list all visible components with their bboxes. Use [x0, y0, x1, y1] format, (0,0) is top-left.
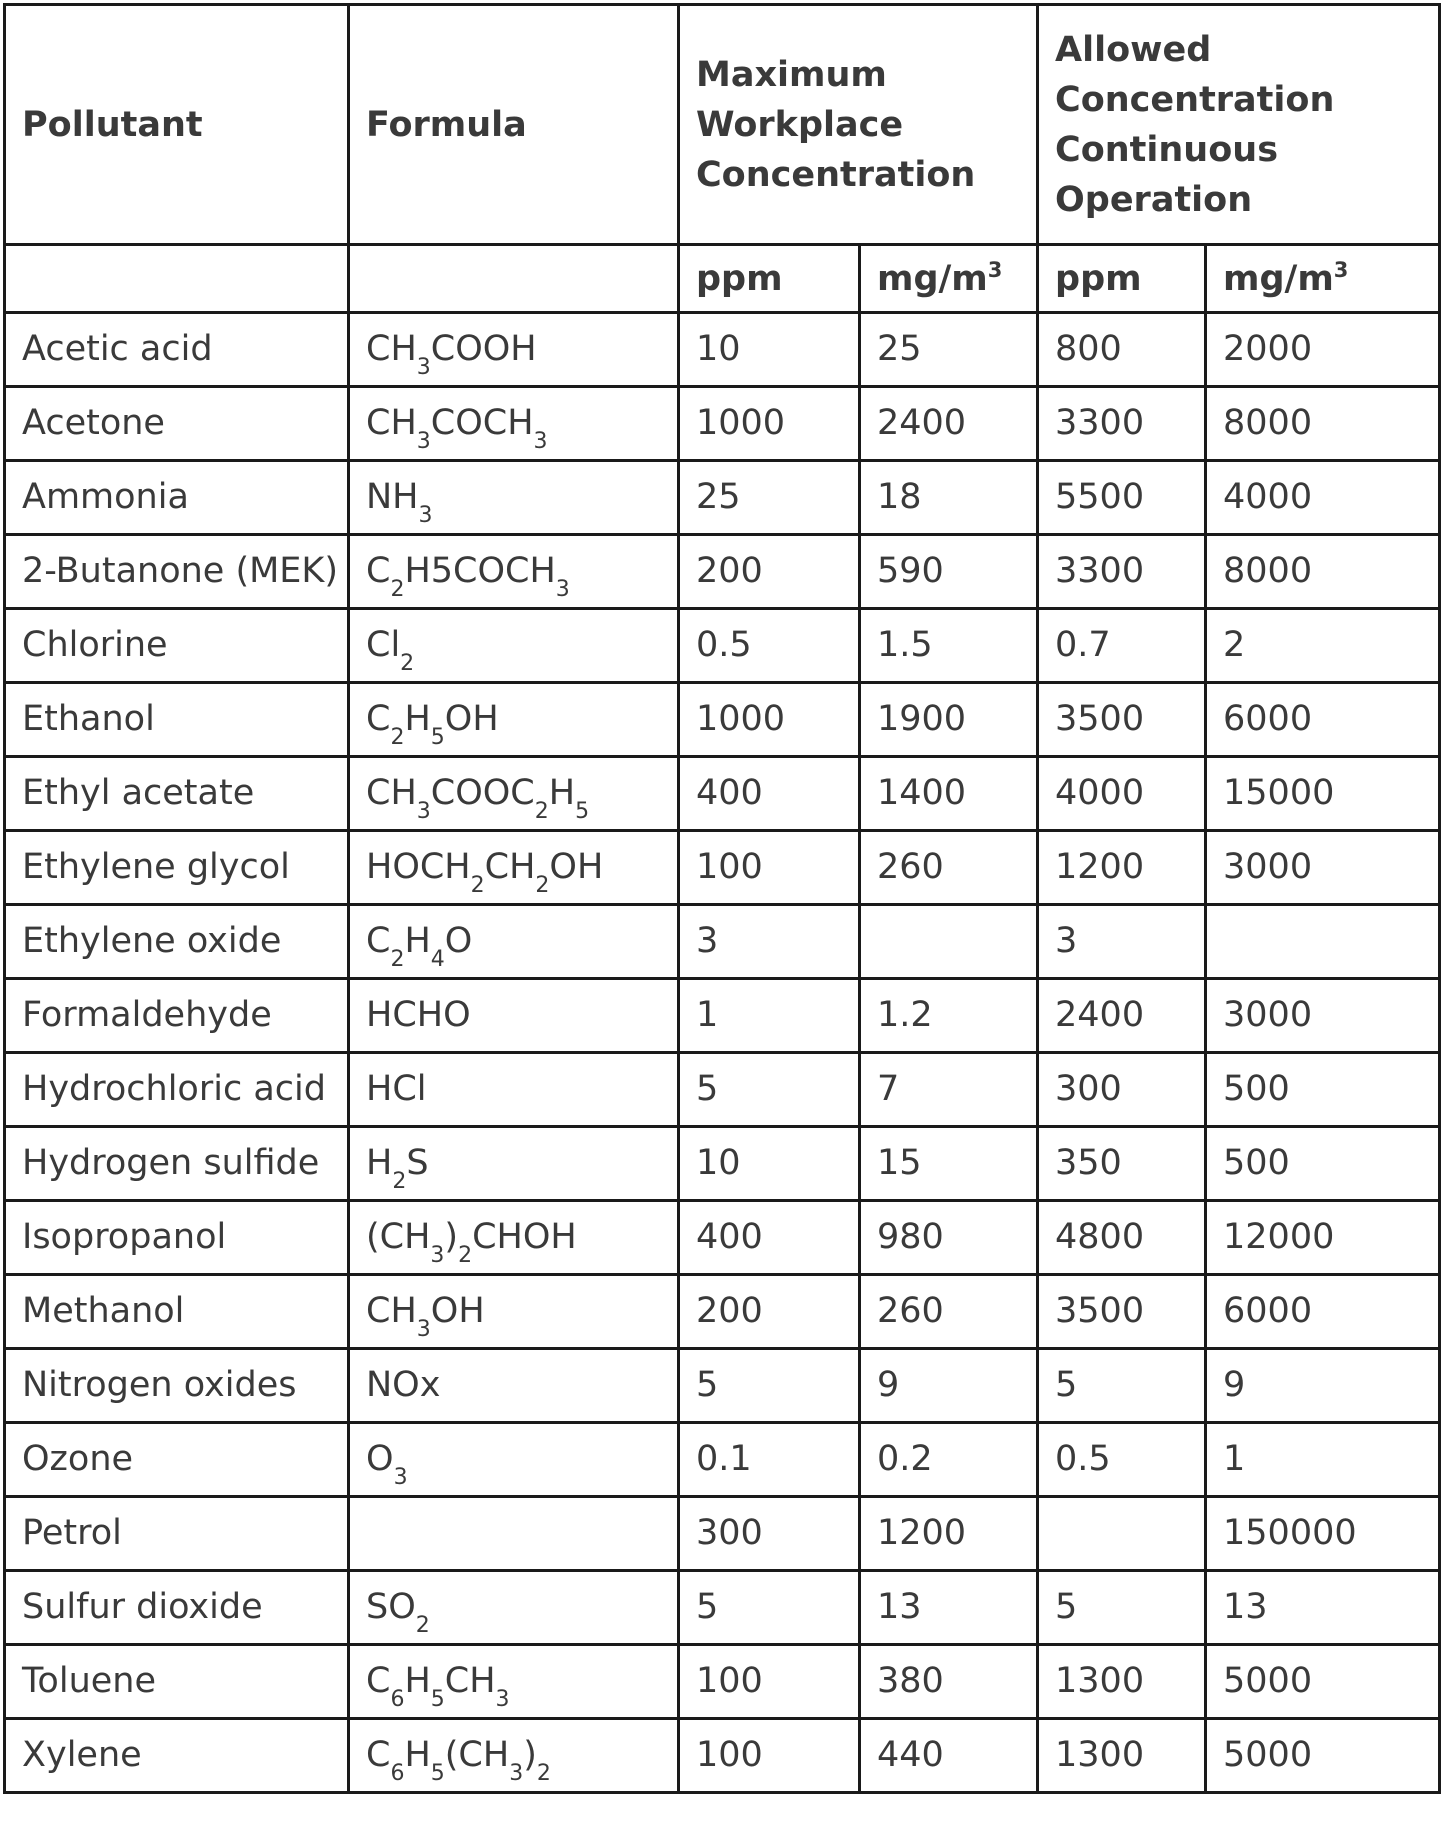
header-pollutant: Pollutant — [5, 5, 349, 245]
table-row — [5, 757, 1440, 831]
cell-acc-mg: 4000 — [1206, 461, 1440, 535]
cell-acc-mg — [1206, 905, 1440, 979]
formula-text: H — [404, 1661, 431, 1701]
cell-pollutant: Isopropanol — [5, 1201, 349, 1275]
pollutant-table — [3, 3, 1441, 1794]
formula-subscript: 3 — [418, 503, 433, 528]
formula-text: CH — [366, 773, 417, 813]
formula-subscript: 2 — [400, 651, 415, 676]
formula-text: C — [366, 551, 391, 591]
formula-subscript: 3 — [416, 429, 431, 454]
cell-mwc-mg: 380 — [860, 1645, 1038, 1719]
cell-mwc-mg: 9 — [860, 1349, 1038, 1423]
formula-subscript: 3 — [416, 355, 431, 380]
formula-text: C — [366, 921, 391, 961]
unit-exponent: 3 — [1333, 257, 1349, 282]
formula-text: OH — [444, 699, 499, 739]
cell-mwc-mg: 25 — [860, 313, 1038, 387]
formula-text: HOCH — [366, 847, 471, 887]
cell-mwc-ppm: 200 — [679, 535, 860, 609]
formula-text: CH — [366, 1291, 417, 1331]
cell-acc-mg: 500 — [1206, 1053, 1440, 1127]
cell-acc-ppm: 4000 — [1038, 757, 1206, 831]
formula-text: C — [366, 699, 391, 739]
cell-mwc-ppm: 0.1 — [679, 1423, 860, 1497]
formula-subscript: 4 — [430, 947, 445, 972]
cell-pollutant: Ethanol — [5, 683, 349, 757]
table-row — [5, 1571, 1440, 1645]
cell-pollutant: 2-Butanone (MEK) — [5, 535, 349, 609]
unit-mg-per-m3 — [1206, 245, 1440, 313]
cell-acc-ppm: 3500 — [1038, 1275, 1206, 1349]
formula-text: H — [404, 699, 431, 739]
formula-text: H — [548, 773, 576, 813]
cell-acc-ppm: 3300 — [1038, 387, 1206, 461]
cell-formula — [349, 1423, 679, 1497]
cell-acc-mg: 500 — [1206, 1127, 1440, 1201]
formula-text: HCHO — [366, 995, 471, 1035]
cell-acc-mg: 3000 — [1206, 831, 1440, 905]
cell-acc-ppm: 3500 — [1038, 683, 1206, 757]
table-row — [5, 1275, 1440, 1349]
cell-mwc-ppm: 10 — [679, 313, 860, 387]
cell-acc-ppm: 3300 — [1038, 535, 1206, 609]
cell-formula — [349, 461, 679, 535]
unit-ppm: ppm — [1038, 245, 1206, 313]
cell-pollutant: Nitrogen oxides — [5, 1349, 349, 1423]
cell-mwc-mg: 980 — [860, 1201, 1038, 1275]
cell-mwc-ppm: 5 — [679, 1349, 860, 1423]
cell-acc-mg: 5000 — [1206, 1719, 1440, 1793]
cell-mwc-mg: 2400 — [860, 387, 1038, 461]
cell-acc-mg: 2 — [1206, 609, 1440, 683]
cell-mwc-mg: 1.5 — [860, 609, 1038, 683]
table-row — [5, 461, 1440, 535]
formula-text: CH — [366, 403, 417, 443]
cell-pollutant: Ethylene oxide — [5, 905, 349, 979]
cell-mwc-mg: 0.2 — [860, 1423, 1038, 1497]
formula-subscript: 3 — [495, 1687, 510, 1712]
formula-text: NH — [366, 477, 419, 517]
unit-row — [5, 245, 1440, 313]
cell-mwc-ppm: 100 — [679, 1719, 860, 1793]
cell-acc-mg: 3000 — [1206, 979, 1440, 1053]
cell-mwc-ppm: 400 — [679, 1201, 860, 1275]
formula-text: ) — [523, 1735, 537, 1775]
cell-mwc-mg: 260 — [860, 1275, 1038, 1349]
cell-formula — [349, 609, 679, 683]
formula-subscript: 3 — [509, 1761, 524, 1786]
formula-subscript: 3 — [555, 577, 570, 602]
unit-mg-label: mg/m — [877, 258, 988, 299]
cell-acc-mg: 13 — [1206, 1571, 1440, 1645]
cell-formula — [349, 313, 679, 387]
cell-formula — [349, 831, 679, 905]
formula-subscript: 2 — [535, 873, 550, 898]
cell-acc-ppm: 5500 — [1038, 461, 1206, 535]
cell-formula — [349, 1127, 679, 1201]
cell-mwc-ppm: 1 — [679, 979, 860, 1053]
cell-acc-mg: 5000 — [1206, 1645, 1440, 1719]
cell-formula — [349, 1497, 679, 1571]
formula-text: CH — [484, 847, 536, 887]
cell-acc-ppm: 800 — [1038, 313, 1206, 387]
cell-mwc-ppm: 25 — [679, 461, 860, 535]
table-row — [5, 1053, 1440, 1127]
cell-mwc-ppm: 300 — [679, 1497, 860, 1571]
formula-subscript: 2 — [458, 1243, 473, 1268]
cell-mwc-ppm: 0.5 — [679, 609, 860, 683]
table-row — [5, 905, 1440, 979]
cell-mwc-mg: 1200 — [860, 1497, 1038, 1571]
formula-text: Cl — [366, 625, 401, 665]
header-row — [5, 5, 1440, 245]
cell-formula — [349, 1201, 679, 1275]
formula-text: H5COCH — [404, 551, 556, 591]
unit-empty-cell — [5, 245, 349, 313]
cell-mwc-mg: 1900 — [860, 683, 1038, 757]
cell-pollutant: Ozone — [5, 1423, 349, 1497]
formula-text: C — [366, 1735, 391, 1775]
cell-acc-ppm: 2400 — [1038, 979, 1206, 1053]
cell-formula — [349, 1719, 679, 1793]
cell-pollutant: Acetone — [5, 387, 349, 461]
cell-mwc-mg — [860, 905, 1038, 979]
formula-text: CH — [444, 1661, 496, 1701]
cell-acc-ppm — [1038, 1497, 1206, 1571]
formula-text: HCl — [366, 1069, 427, 1109]
unit-mg-label: mg/m — [1223, 258, 1334, 299]
formula-subscript: 5 — [575, 799, 590, 824]
formula-text: O — [366, 1439, 394, 1479]
cell-pollutant: Ethylene glycol — [5, 831, 349, 905]
cell-mwc-ppm: 10 — [679, 1127, 860, 1201]
cell-mwc-ppm: 100 — [679, 831, 860, 905]
table-row — [5, 1719, 1440, 1793]
formula-subscript: 5 — [430, 725, 445, 750]
cell-mwc-ppm: 1000 — [679, 683, 860, 757]
cell-acc-ppm: 5 — [1038, 1349, 1206, 1423]
cell-acc-ppm: 0.7 — [1038, 609, 1206, 683]
cell-pollutant: Hydrogen sulfide — [5, 1127, 349, 1201]
formula-subscript: 2 — [390, 725, 405, 750]
cell-mwc-ppm: 200 — [679, 1275, 860, 1349]
cell-mwc-ppm: 5 — [679, 1571, 860, 1645]
formula-subscript: 3 — [416, 1317, 431, 1342]
cell-acc-mg: 8000 — [1206, 387, 1440, 461]
formula-text: NOx — [366, 1365, 441, 1405]
cell-mwc-ppm: 5 — [679, 1053, 860, 1127]
cell-formula — [349, 1053, 679, 1127]
cell-acc-mg: 9 — [1206, 1349, 1440, 1423]
cell-pollutant: Toluene — [5, 1645, 349, 1719]
cell-acc-mg: 15000 — [1206, 757, 1440, 831]
table-row — [5, 831, 1440, 905]
unit-exponent: 3 — [987, 257, 1003, 282]
cell-mwc-mg: 13 — [860, 1571, 1038, 1645]
table-row — [5, 387, 1440, 461]
table-row — [5, 683, 1440, 757]
formula-text: COCH — [430, 403, 534, 443]
cell-formula — [349, 1645, 679, 1719]
formula-subscript: 6 — [390, 1687, 405, 1712]
cell-acc-mg: 12000 — [1206, 1201, 1440, 1275]
cell-acc-mg: 6000 — [1206, 683, 1440, 757]
cell-mwc-mg: 7 — [860, 1053, 1038, 1127]
cell-pollutant: Ammonia — [5, 461, 349, 535]
formula-text: COOC — [430, 773, 535, 813]
formula-subscript: 2 — [390, 577, 405, 602]
formula-text: C — [366, 1661, 391, 1701]
formula-subscript: 5 — [430, 1687, 445, 1712]
header-allowed-concentration-continuous: Allowed Concentration Continuous Operation — [1038, 5, 1440, 245]
cell-formula — [349, 1571, 679, 1645]
cell-formula — [349, 535, 679, 609]
formula-text: SO — [366, 1587, 416, 1627]
formula-subscript: 3 — [393, 1465, 408, 1490]
cell-mwc-mg: 260 — [860, 831, 1038, 905]
formula-text: H — [404, 921, 431, 961]
cell-acc-ppm: 0.5 — [1038, 1423, 1206, 1497]
formula-text: H — [404, 1735, 431, 1775]
table-row — [5, 609, 1440, 683]
formula-subscript: 2 — [415, 1613, 430, 1638]
cell-pollutant: Xylene — [5, 1719, 349, 1793]
formula-subscript: 2 — [534, 799, 549, 824]
cell-pollutant: Sulfur dioxide — [5, 1571, 349, 1645]
formula-subscript: 2 — [536, 1761, 551, 1786]
cell-acc-ppm: 3 — [1038, 905, 1206, 979]
cell-pollutant: Methanol — [5, 1275, 349, 1349]
formula-text: CHOH — [472, 1217, 577, 1257]
unit-empty-cell — [349, 245, 679, 313]
cell-acc-mg: 1 — [1206, 1423, 1440, 1497]
formula-subscript: 2 — [392, 1169, 407, 1194]
cell-pollutant: Chlorine — [5, 609, 349, 683]
formula-text: O — [444, 921, 473, 961]
cell-formula — [349, 1275, 679, 1349]
cell-mwc-ppm: 400 — [679, 757, 860, 831]
cell-acc-ppm: 5 — [1038, 1571, 1206, 1645]
cell-pollutant: Acetic acid — [5, 313, 349, 387]
header-formula: Formula — [349, 5, 679, 245]
cell-formula — [349, 1349, 679, 1423]
formula-text: COOH — [430, 329, 537, 369]
cell-formula — [349, 905, 679, 979]
formula-subscript: 3 — [416, 799, 431, 824]
cell-mwc-mg: 1400 — [860, 757, 1038, 831]
cell-mwc-ppm: 1000 — [679, 387, 860, 461]
formula-subscript: 3 — [430, 1243, 445, 1268]
table-row — [5, 1423, 1440, 1497]
unit-ppm: ppm — [679, 245, 860, 313]
table-row — [5, 1645, 1440, 1719]
table-row — [5, 313, 1440, 387]
cell-acc-ppm: 350 — [1038, 1127, 1206, 1201]
table-row — [5, 1201, 1440, 1275]
cell-mwc-mg: 440 — [860, 1719, 1038, 1793]
formula-text: ) — [444, 1217, 459, 1257]
formula-text: (CH — [366, 1217, 431, 1257]
cell-mwc-mg: 15 — [860, 1127, 1038, 1201]
table-row — [5, 1127, 1440, 1201]
cell-pollutant: Hydrochloric acid — [5, 1053, 349, 1127]
header-max-workplace-concentration: Maximum Workplace Concentration — [679, 5, 1038, 245]
table-row — [5, 535, 1440, 609]
formula-text: (CH — [444, 1735, 510, 1775]
cell-formula — [349, 757, 679, 831]
cell-acc-ppm: 300 — [1038, 1053, 1206, 1127]
cell-mwc-mg: 590 — [860, 535, 1038, 609]
cell-acc-mg: 6000 — [1206, 1275, 1440, 1349]
cell-mwc-ppm: 3 — [679, 905, 860, 979]
table-row — [5, 1349, 1440, 1423]
cell-formula — [349, 683, 679, 757]
formula-text: H — [366, 1143, 393, 1183]
table-row — [5, 979, 1440, 1053]
cell-formula — [349, 979, 679, 1053]
cell-acc-ppm: 1200 — [1038, 831, 1206, 905]
table-row — [5, 1497, 1440, 1571]
cell-acc-ppm: 1300 — [1038, 1719, 1206, 1793]
cell-acc-mg: 150000 — [1206, 1497, 1440, 1571]
formula-subscript: 5 — [430, 1761, 445, 1786]
cell-acc-ppm: 1300 — [1038, 1645, 1206, 1719]
cell-acc-mg: 8000 — [1206, 535, 1440, 609]
cell-mwc-mg: 1.2 — [860, 979, 1038, 1053]
formula-text: OH — [549, 847, 604, 887]
formula-subscript: 2 — [390, 947, 405, 972]
formula-subscript: 3 — [533, 429, 548, 454]
cell-pollutant: Ethyl acetate — [5, 757, 349, 831]
cell-acc-ppm: 4800 — [1038, 1201, 1206, 1275]
formula-subscript: 2 — [470, 873, 485, 898]
formula-text: OH — [430, 1291, 485, 1331]
cell-mwc-mg: 18 — [860, 461, 1038, 535]
formula-subscript: 6 — [390, 1761, 405, 1786]
formula-text: S — [406, 1143, 429, 1183]
cell-mwc-ppm: 100 — [679, 1645, 860, 1719]
formula-text: CH — [366, 329, 417, 369]
cell-pollutant: Petrol — [5, 1497, 349, 1571]
cell-pollutant: Formaldehyde — [5, 979, 349, 1053]
cell-acc-mg: 2000 — [1206, 313, 1440, 387]
unit-mg-per-m3 — [860, 245, 1038, 313]
cell-formula — [349, 387, 679, 461]
